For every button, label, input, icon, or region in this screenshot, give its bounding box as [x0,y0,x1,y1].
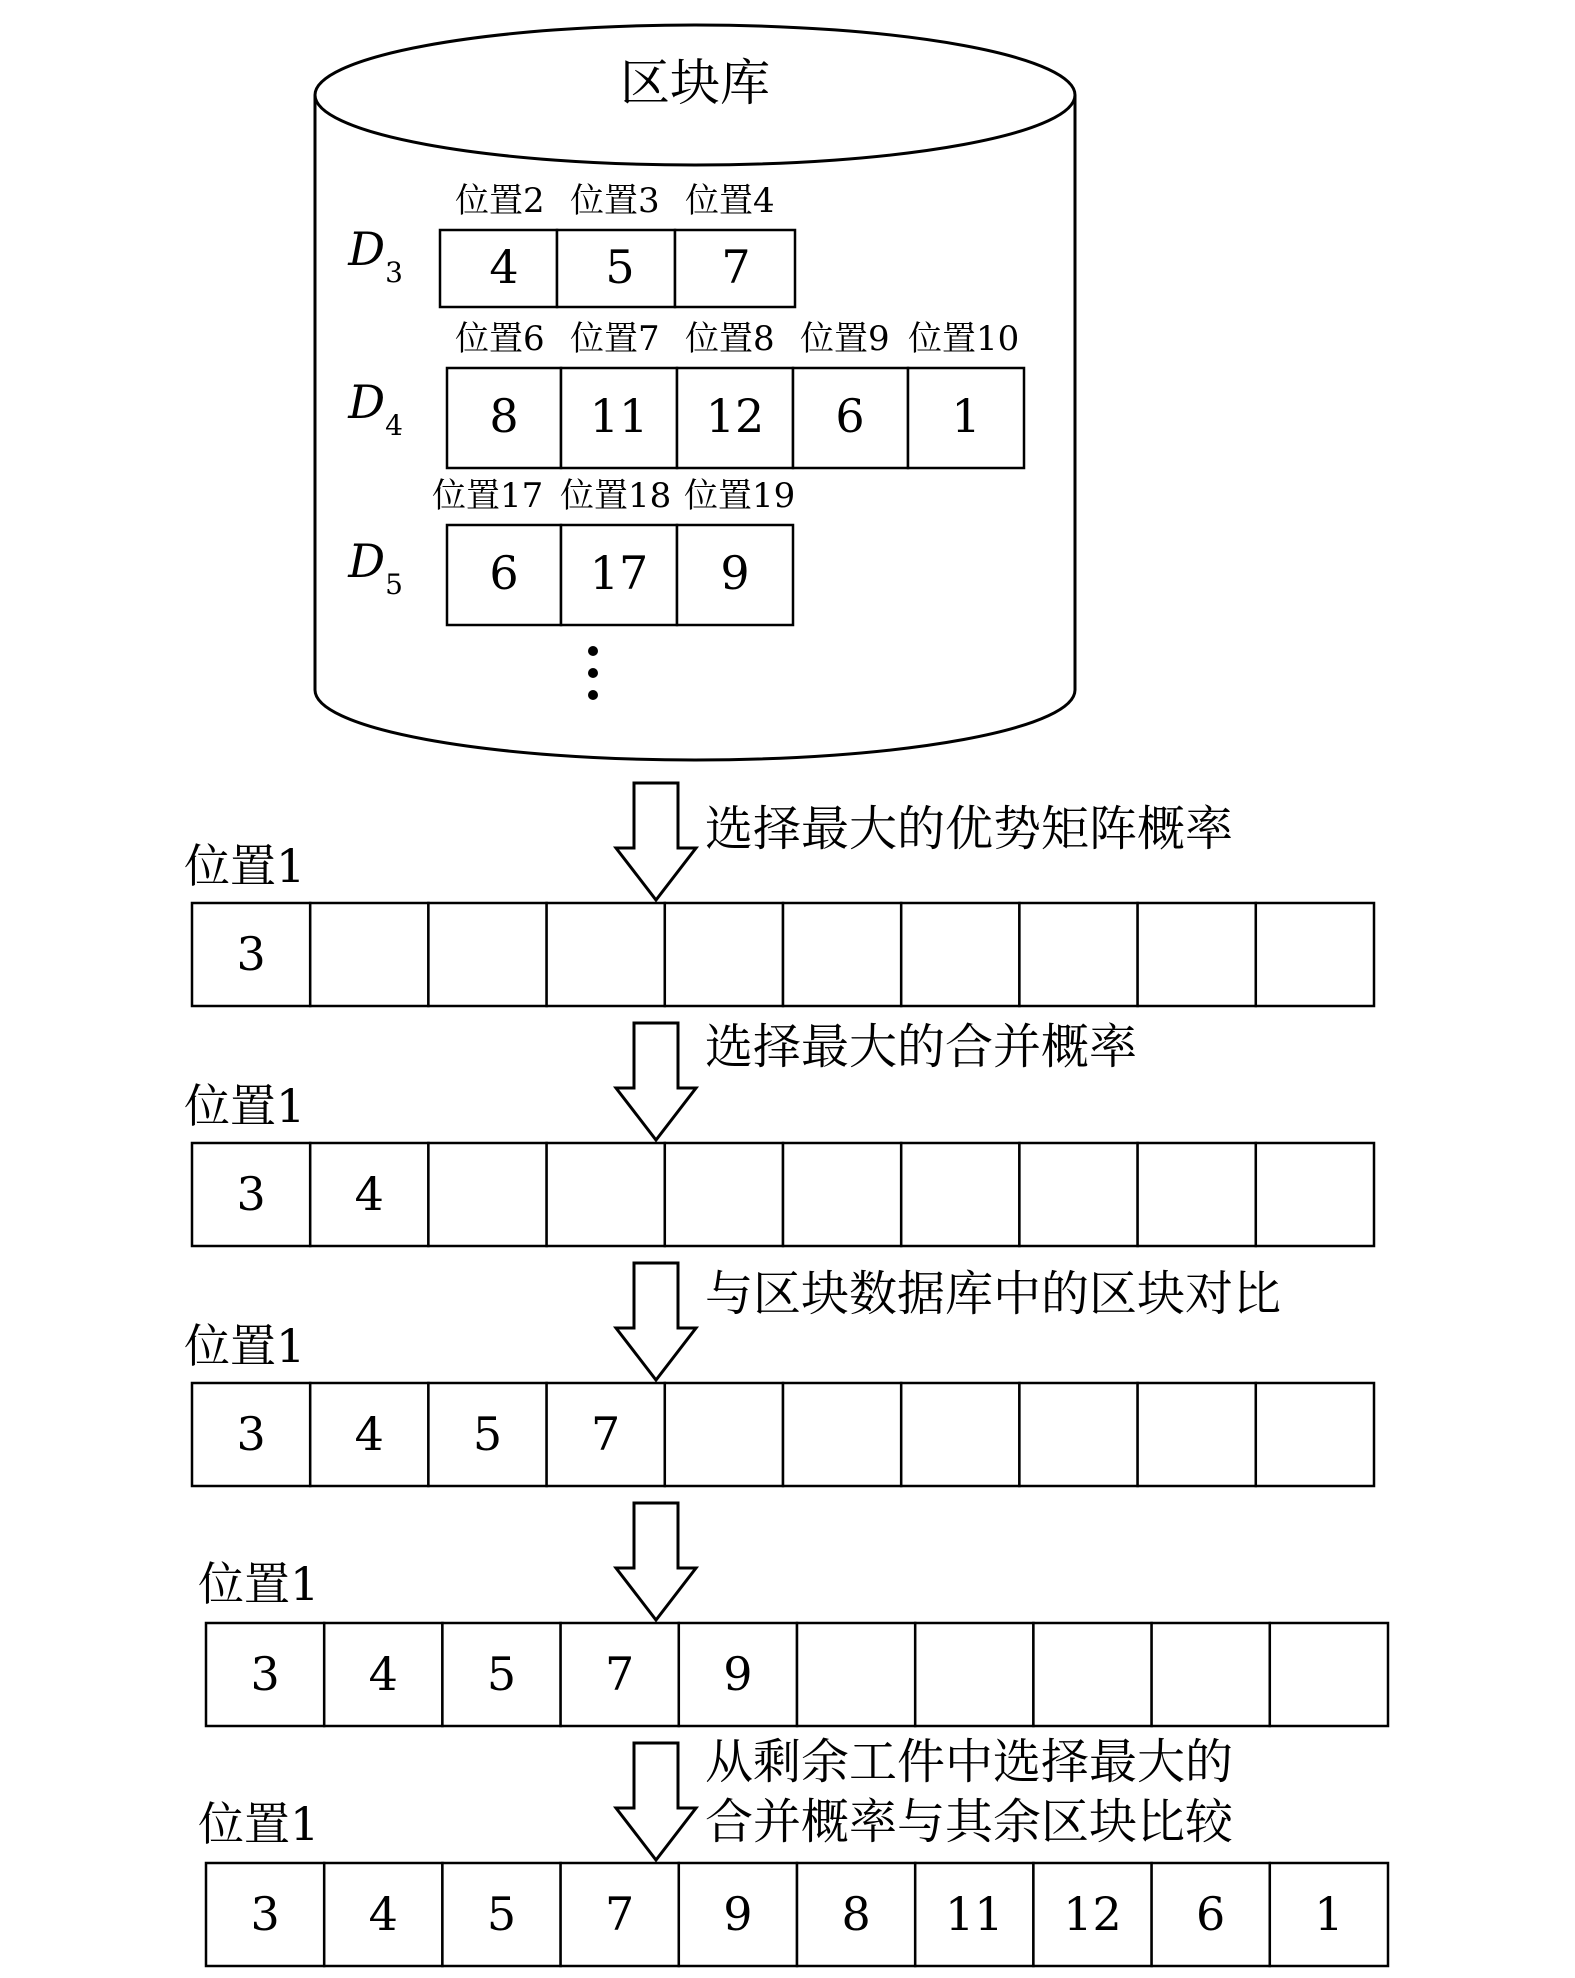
sequence-cell [1138,903,1256,1006]
sequence-cell [428,1143,546,1246]
position-label: 位置6 [455,319,545,359]
sequence-step [184,783,1374,1006]
block-name: D [348,534,386,588]
start-position-label: 位置1 [198,1797,320,1851]
sequence-cell-value: 4 [368,1647,398,1701]
sequence-cell-value: 7 [605,1887,635,1941]
block-cell-value: 8 [489,389,519,443]
sequence-cell-value: 3 [250,1887,280,1941]
sequence-step [184,1019,1374,1246]
sequence-cell [665,1383,783,1486]
sequence-step [184,1263,1374,1486]
block-cell-value: 17 [589,546,649,600]
sequence-cell-value: 8 [841,1887,871,1941]
sequence-cell [783,1383,901,1486]
sequence-cell [1033,1623,1151,1726]
sequence-cell [1256,1383,1374,1486]
sequence-cell-value: 5 [472,1407,503,1461]
sequence-cell [901,1383,1019,1486]
sequence-cell [1270,1623,1388,1726]
sequence-cell [783,1143,901,1246]
block-cell-value: 11 [589,389,649,443]
sequence-cell [547,1143,665,1246]
sequence-cell-value: 5 [486,1887,517,1941]
sequence-cell [665,903,783,1006]
start-position-label: 位置1 [184,1079,306,1133]
block-cell-value: 4 [489,240,519,294]
sequence-cell [665,1143,783,1246]
down-arrow-icon [616,1503,696,1620]
start-position-label: 位置1 [184,1319,306,1373]
down-arrow-icon [616,783,696,900]
sequence-cell [1019,1143,1137,1246]
position-label: 位置19 [684,476,796,516]
block-cell-value: 1 [951,389,981,443]
down-arrow-icon [616,1023,696,1140]
position-label: 位置4 [685,181,775,221]
block-name: D [348,375,386,429]
sequence-cell-value: 11 [945,1887,1004,1941]
sequence-cell-value: 3 [236,1407,266,1461]
position-label: 位置18 [560,476,672,516]
sequence-cell-value: 4 [354,1407,384,1461]
sequence-cell [428,903,546,1006]
sequence-cell [1256,1143,1374,1246]
sequence-cell [901,1143,1019,1246]
block-cell-value: 9 [720,546,750,600]
block-cell-value: 7 [721,240,751,294]
sequence-cell [1019,903,1137,1006]
block-subscript: 3 [385,255,403,289]
sequence-cell-value: 3 [236,1167,266,1221]
sequence-step [198,1734,1388,1966]
start-position-label: 位置1 [198,1557,320,1611]
position-label: 位置7 [570,319,660,359]
sequence-cell [1019,1383,1137,1486]
position-label: 位置3 [570,181,660,221]
sequence-cell-value: 4 [354,1167,384,1221]
sequence-cell [915,1623,1033,1726]
step-caption: 合并概率与其余区块比较 [705,1794,1234,1850]
sequence-cell [1152,1623,1270,1726]
vertical-ellipsis-icon [588,646,598,700]
sequence-cell-value: 6 [1196,1887,1226,1941]
down-arrow-icon [616,1743,696,1860]
position-label: 位置9 [800,319,890,359]
block-cell-value: 6 [835,389,865,443]
sequence-cell-value: 1 [1314,1887,1344,1941]
position-label: 位置17 [432,476,544,516]
database-title: 区块库 [620,54,770,112]
sequence-cell [1256,903,1374,1006]
sequence-cell-value: 7 [605,1647,635,1701]
block-name: D [348,222,386,276]
position-label: 位置10 [908,319,1020,359]
block-cell-value: 6 [489,546,519,600]
sequence-cell-value: 3 [250,1647,280,1701]
sequence-steps [184,783,1388,1966]
block-cell-value: 12 [705,389,765,443]
down-arrow-icon [616,1263,696,1380]
block-subscript: 4 [385,408,403,442]
sequence-cell [547,903,665,1006]
step-caption: 选择最大的合并概率 [705,1019,1138,1075]
start-position-label: 位置1 [184,839,306,893]
step-caption: 从剩余工件中选择最大的 [705,1734,1234,1790]
sequence-cell-value: 9 [723,1647,753,1701]
sequence-cell [1138,1383,1256,1486]
sequence-cell-value: 9 [723,1887,753,1941]
sequence-cell [1138,1143,1256,1246]
step-caption: 与区块数据库中的区块对比 [705,1266,1282,1322]
sequence-cell-value: 5 [486,1647,517,1701]
sequence-cell-value: 12 [1063,1887,1122,1941]
sequence-cell-value: 4 [368,1887,398,1941]
position-label: 位置2 [455,181,545,221]
sequence-cell [901,903,1019,1006]
block-cell-value: 5 [605,240,635,294]
sequence-cell-value: 3 [236,927,266,981]
sequence-step [198,1503,1388,1726]
block-subscript: 5 [385,567,403,601]
sequence-cell [797,1623,915,1726]
sequence-cell [783,903,901,1006]
step-caption: 选择最大的优势矩阵概率 [705,801,1234,857]
sequence-cell [310,903,428,1006]
sequence-cell-value: 7 [591,1407,621,1461]
position-label: 位置8 [685,319,775,359]
